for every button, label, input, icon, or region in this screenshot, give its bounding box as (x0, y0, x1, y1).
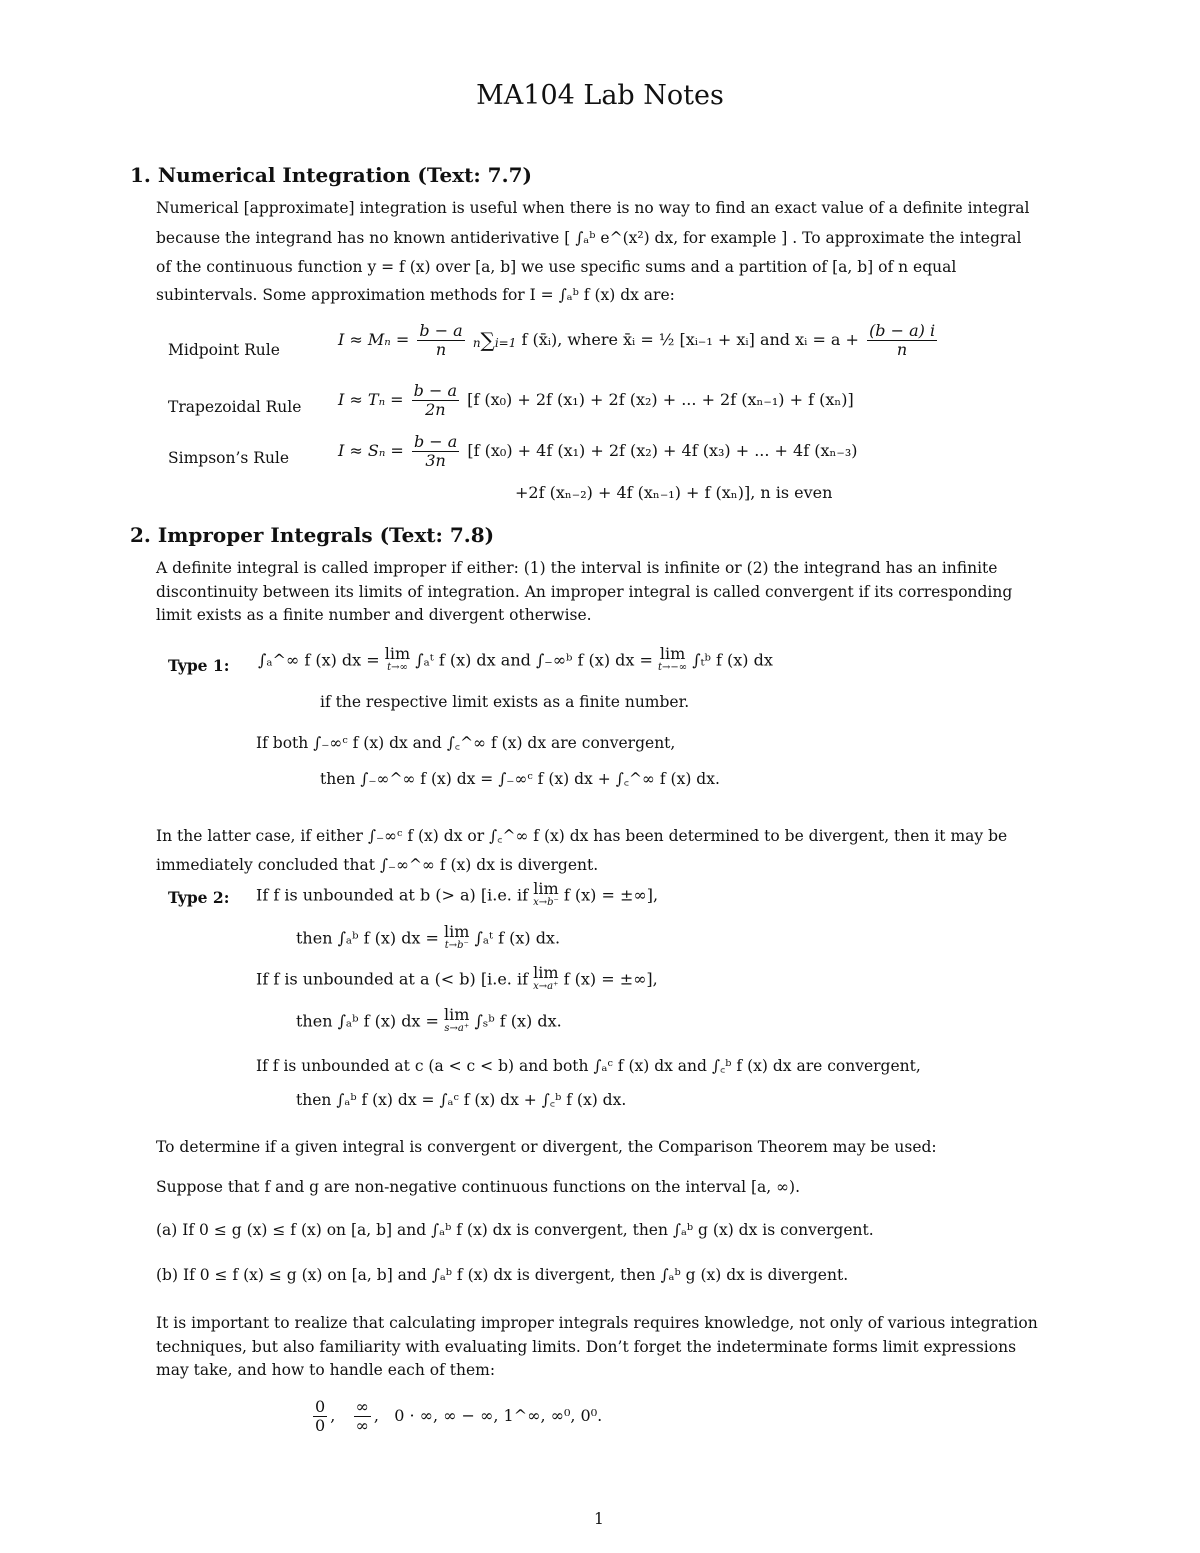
sec1-paragraph-line-1: Numerical [approximate] integration is useful when there is no way to find an exact value of a definite integral (156, 199, 1030, 217)
sec1-paragraph-line-3: of the continuous function y = f (x) over [a, b] we use specific sums and a partition of [a, b] of n equal (156, 258, 957, 276)
simpsons-formula-line-2: +2f (xₙ₋₂) + 4f (xₙ₋₁) + f (xₙ)], n is even (515, 483, 833, 502)
type-1-label: Type 1: (168, 656, 230, 675)
midpoint-rule-label: Midpoint Rule (168, 341, 280, 359)
type-2-case-c: If f is unbounded at c (a < c < b) and both ∫ₐᶜ f (x) dx and ∫꜀ᵇ f (x) dx are convergent, (256, 1057, 921, 1075)
section-2-heading: 2. Improper Integrals (Text: 7.8) (130, 523, 495, 547)
sec2-paragraph-line-2: discontinuity between its limits of integration. An improper integral is called convergent if its corresponding (156, 583, 1013, 601)
sec1-paragraph-line-2: because the integrand has no known antiderivative [ ∫ₐᵇ e^(x²) dx, for example ] . To approximate the integral (156, 229, 1022, 247)
type-1-then: then ∫₋∞^∞ f (x) dx = ∫₋∞ᶜ f (x) dx + ∫꜀^∞ f (x) dx. (320, 770, 720, 788)
sec2-paragraph-line-3: limit exists as a finite number and divergent otherwise. (156, 606, 592, 624)
sec1-paragraph-line-4: subintervals. Some approximation methods for I = ∫ₐᵇ f (x) dx are: (156, 286, 675, 304)
type-1-formula: ∫ₐ^∞ f (x) dx = lim t→∞ ∫ₐᵗ f (x) dx and ∫₋∞ᵇ f (x) dx = lim t→−∞ ∫ₜᵇ f (x) dx (258, 644, 773, 673)
trapezoidal-formula: I ≈ Tₙ = $\frac{b - a}{2n}$ [f (x₀) + 2f (x₁) + 2f (x₂) + ... + 2f (xₙ₋₁) + f (xₙ)] (338, 381, 854, 419)
type-2-case-b: If f is unbounded at b (> a) [i.e. if lim x→b⁻ f (x) = ±∞], (256, 879, 659, 908)
type-2-case-a: If f is unbounded at a (< b) [i.e. if lim x→a⁺ f (x) = ±∞], (256, 963, 658, 992)
midpoint-formula: I ≈ Mₙ = $\frac{b - a}{n}$ n∑i=1 f (x̄ᵢ), where x̄ᵢ = ½ [xᵢ₋₁ + xᵢ] and xᵢ = a + $\frac{(b - a) i}{n}$ (338, 321, 936, 359)
trapezoidal-rule-label: Trapezoidal Rule (168, 398, 302, 416)
comparison-item-b: (b) If 0 ≤ f (x) ≤ g (x) on [a, b] and ∫ₐᵇ f (x) dx is divergent, then ∫ₐᵇ g (x) dx is divergent. (156, 1266, 849, 1284)
indeterminate-forms: $\frac{0}{0}$ , ∞ ∞ , 0 · ∞, ∞ − ∞, 1^∞, ∞⁰, 0⁰. (315, 1397, 603, 1435)
simpsons-formula-line-1: I ≈ Sₙ = $\frac{b - a}{3n}$ [f (x₀) + 4f (x₁) + 2f (x₂) + 4f (x₃) + ... + 4f (xₙ₋₃) (338, 432, 858, 470)
type-1-both-convergent: If both ∫₋∞ᶜ f (x) dx and ∫꜀^∞ f (x) dx are convergent, (256, 734, 676, 752)
comparison-intro: To determine if a given integral is convergent or divergent, the Comparison Theorem may be used: (156, 1138, 937, 1156)
latter-case-line-2: immediately concluded that ∫₋∞^∞ f (x) dx is divergent. (156, 856, 599, 874)
sec2-paragraph-line-1: A definite integral is called improper if either: (1) the interval is infinite or (2) the integrand has an infinite (156, 559, 998, 577)
important-line-2: techniques, but also familiarity with evaluating limits. Don’t forget the indeterminate forms limit expressions (156, 1338, 1017, 1356)
type-2-case-a-then: then ∫ₐᵇ f (x) dx = lim s→a⁺ ∫ₛᵇ f (x) dx. (296, 1005, 562, 1034)
type-2-label: Type 2: (168, 888, 230, 907)
comparison-suppose: Suppose that f and g are non-negative continuous functions on the interval [a, ∞). (156, 1178, 800, 1196)
section-1-heading: 1. Numerical Integration (Text: 7.7) (130, 163, 532, 187)
page-title: MA104 Lab Notes (476, 80, 724, 111)
type-2-case-b-then: then ∫ₐᵇ f (x) dx = lim t→b⁻ ∫ₐᵗ f (x) dx. (296, 922, 561, 951)
type-1-note: if the respective limit exists as a finite number. (320, 693, 690, 711)
type-2-case-c-then: then ∫ₐᵇ f (x) dx = ∫ₐᶜ f (x) dx + ∫꜀ᵇ f (x) dx. (296, 1091, 627, 1109)
simpsons-rule-label: Simpson’s Rule (168, 449, 290, 467)
latter-case-line-1: In the latter case, if either ∫₋∞ᶜ f (x) dx or ∫꜀^∞ f (x) dx has been determined to be divergent, then it may be (156, 827, 1008, 845)
important-line-3: may take, and how to handle each of them: (156, 1361, 496, 1379)
important-line-1: It is important to realize that calculating improper integrals requires knowledge, not only of various integration (156, 1314, 1038, 1332)
page-number: 1 (594, 1510, 604, 1528)
comparison-item-a: (a) If 0 ≤ g (x) ≤ f (x) on [a, b] and ∫ₐᵇ f (x) dx is convergent, then ∫ₐᵇ g (x) dx is convergent. (156, 1221, 874, 1239)
